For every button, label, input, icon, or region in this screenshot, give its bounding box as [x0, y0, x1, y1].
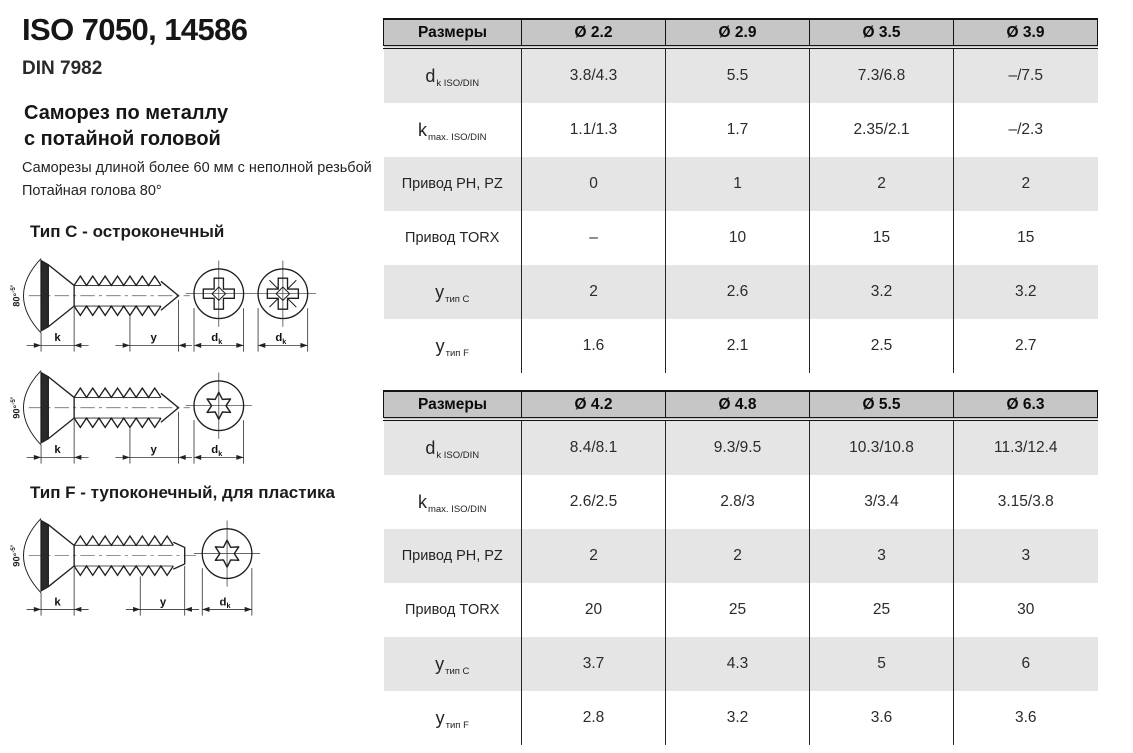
- value-cell: 2: [810, 157, 954, 211]
- value-cell: 0: [522, 157, 666, 211]
- col-header: Ø 3.5: [810, 19, 954, 47]
- dimensions-table-2: [383, 390, 1098, 745]
- value-cell: 25: [810, 583, 954, 637]
- angle-label: 80°$^{-5^\circ}$: [10, 284, 22, 307]
- screw-side-view: [24, 371, 190, 445]
- col-header: Ø 2.2: [522, 19, 666, 47]
- description-line2: Потайная голова 80°: [22, 183, 162, 200]
- dim-label-k: k: [54, 596, 61, 609]
- header-row: [384, 391, 1098, 419]
- type-c-drawing-torx: [8, 358, 318, 472]
- col-header: Ø 2.9: [666, 19, 810, 47]
- row-label: Привод PH, PZ: [401, 176, 503, 192]
- table-row: [384, 265, 1098, 319]
- dim-label-y: y: [150, 444, 157, 457]
- value-cell: 2.5: [810, 319, 954, 373]
- value-cell: 1: [666, 157, 810, 211]
- table-row: [384, 529, 1098, 583]
- row-label: $y_{тип F}$: [435, 335, 469, 359]
- value-cell: 9.3/9.5: [666, 419, 810, 475]
- value-cell: 4.3: [666, 637, 810, 691]
- value-cell: 7.3/6.8: [810, 47, 954, 103]
- dim-label-dk: $d_k$: [219, 596, 231, 610]
- dim-label-y: y: [150, 332, 157, 345]
- din-subtitle: DIN 7982: [22, 58, 103, 79]
- value-cell: 3.15/3.8: [954, 475, 1098, 529]
- table-row: [384, 211, 1098, 265]
- row-label: Привод TORX: [405, 602, 500, 618]
- dim-label-dk: $d_k$: [275, 332, 287, 346]
- product-name: [24, 100, 228, 152]
- value-cell: 8.4/8.1: [522, 419, 666, 475]
- table-row: [384, 103, 1098, 157]
- value-cell: 2.8: [522, 691, 666, 745]
- value-cell: 3.6: [954, 691, 1098, 745]
- value-cell: 1.6: [522, 319, 666, 373]
- dim-label-k: k: [54, 444, 61, 457]
- value-cell: 2.7: [954, 319, 1098, 373]
- value-cell: 3: [954, 529, 1098, 583]
- type-f-heading: Тип F - тупоконечный, для пластика: [30, 483, 335, 502]
- value-cell: 3.8/4.3: [522, 47, 666, 103]
- value-cell: 2: [522, 265, 666, 319]
- dim-label-dk: $d_k$: [211, 444, 223, 458]
- col-header: Ø 5.5: [810, 391, 954, 419]
- table-row: [384, 319, 1098, 373]
- col-header: Ø 3.9: [954, 19, 1098, 47]
- dimensions-table-1: [383, 18, 1098, 373]
- value-cell: 2: [954, 157, 1098, 211]
- value-cell: 6: [954, 637, 1098, 691]
- value-cell: 3: [810, 529, 954, 583]
- value-cell: 2.35/2.1: [810, 103, 954, 157]
- col-header: Размеры: [384, 391, 522, 419]
- value-cell: –/2.3: [954, 103, 1098, 157]
- table-row: [384, 47, 1098, 103]
- description-line1: Саморезы длиной более 60 мм с неполной резьбой: [22, 160, 372, 176]
- angle-label: 90°$^{-5^\circ}$: [10, 544, 22, 567]
- dim-label-dk: $d_k$: [211, 332, 223, 346]
- value-cell: 15: [810, 211, 954, 265]
- value-cell: 3.2: [954, 265, 1098, 319]
- dim-label-y: y: [159, 596, 167, 609]
- row-label: $k_{max. ISO/DIN}$: [417, 491, 487, 515]
- value-cell: 1.7: [666, 103, 810, 157]
- value-cell: 2: [522, 529, 666, 583]
- table-row: [384, 475, 1098, 529]
- value-cell: 2.6: [666, 265, 810, 319]
- col-header: Ø 6.3: [954, 391, 1098, 419]
- value-cell: 1.1/1.3: [522, 103, 666, 157]
- type-c-drawing-ph-pz: [8, 246, 318, 360]
- screw-side-view: [24, 259, 190, 333]
- dimension-lines: [27, 412, 192, 464]
- table-row: [384, 583, 1098, 637]
- angle-label: 90°$^{-5^\circ}$: [10, 396, 22, 419]
- value-cell: 20: [522, 583, 666, 637]
- table-row: [384, 691, 1098, 745]
- col-header: Ø 4.2: [522, 391, 666, 419]
- value-cell: 2.1: [666, 319, 810, 373]
- product-name-line2: с потайной головой: [24, 128, 221, 150]
- value-cell: 11.3/12.4: [954, 419, 1098, 475]
- value-cell: 2: [666, 529, 810, 583]
- value-cell: 3.7: [522, 637, 666, 691]
- row-label: $y_{тип C}$: [435, 653, 470, 677]
- type-f-drawing: [8, 506, 318, 625]
- row-label: Привод PH, PZ: [401, 548, 503, 564]
- row-label: $d_{k ISO/DIN}$: [425, 65, 480, 89]
- col-header: Ø 4.8: [666, 391, 810, 419]
- value-cell: 5.5: [666, 47, 810, 103]
- value-cell: 15: [954, 211, 1098, 265]
- row-label: $k_{max. ISO/DIN}$: [417, 119, 487, 143]
- value-cell: 5: [810, 637, 954, 691]
- screw-side-view-blunt: [24, 518, 197, 592]
- value-cell: 3/3.4: [810, 475, 954, 529]
- value-cell: 2.6/2.5: [522, 475, 666, 529]
- row-label: $y_{тип F}$: [435, 707, 469, 731]
- value-cell: –: [522, 211, 666, 265]
- row-label: $d_{k ISO/DIN}$: [425, 437, 480, 461]
- dimension-lines: [27, 566, 200, 616]
- value-cell: 10: [666, 211, 810, 265]
- value-cell: 25: [666, 583, 810, 637]
- value-cell: 3.2: [666, 691, 810, 745]
- dim-label-k: k: [54, 332, 61, 345]
- value-cell: –/7.5: [954, 47, 1098, 103]
- type-c-heading: Тип C - остроконечный: [30, 222, 225, 241]
- value-cell: 3.2: [810, 265, 954, 319]
- product-description: [22, 157, 372, 204]
- table-row: [384, 419, 1098, 475]
- value-cell: 30: [954, 583, 1098, 637]
- row-label: $y_{тип C}$: [435, 281, 470, 305]
- page-title: ISO 7050, 14586: [22, 12, 248, 47]
- table-row: [384, 157, 1098, 211]
- product-name-line1: Саморез по металлу: [24, 102, 229, 124]
- row-label: Привод TORX: [405, 230, 500, 246]
- value-cell: 2.8/3: [666, 475, 810, 529]
- dimension-lines: [27, 300, 192, 352]
- table-row: [384, 637, 1098, 691]
- value-cell: 3.6: [810, 691, 954, 745]
- value-cell: 10.3/10.8: [810, 419, 954, 475]
- header-row: [384, 19, 1098, 47]
- col-header: Размеры: [384, 19, 522, 47]
